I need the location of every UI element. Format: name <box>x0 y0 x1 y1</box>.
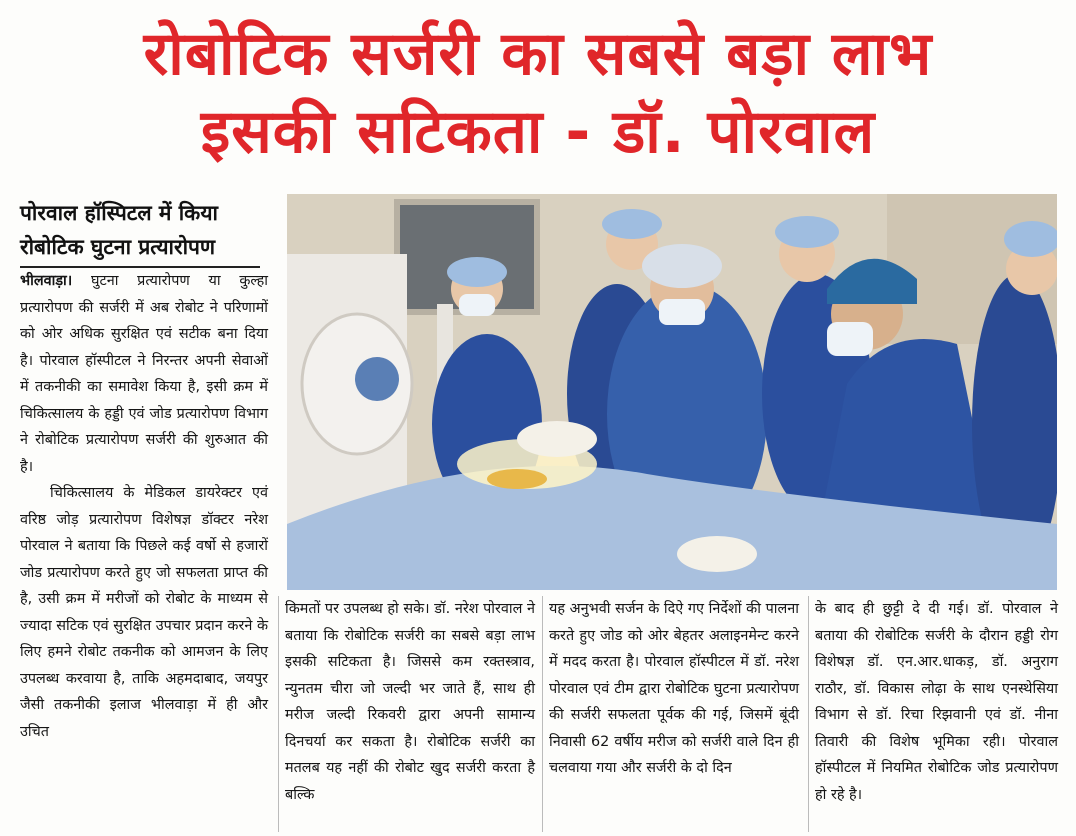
article-column-4 <box>815 596 1058 808</box>
surgery-photo <box>287 194 1057 590</box>
article-column-1 <box>20 268 268 745</box>
headline-line-2: इसकी सटिकता - डॉ. पोरवाल <box>200 97 876 167</box>
paragraph-4: यह अनुभवी सर्जन के दिऐ गए निर्देशों की पालना करते हुए जोड को ओर बेहतर अलाइनमेन्ट करने में मदद करता है। पोरवाल हॉस्पीटल में डॉ. नरेश पोरवाल एवं टीम द्वारा रोबोटिक घुटना प्रत्यारोपण की सर्जरी सफलता पूर्वक की गई, जिसमें बूंदी निवासी 62 वर्षीय मरीज को सर्जरी वाले दिन ही चलवाया गया और सर्जरी के दो दिन <box>549 601 799 776</box>
paragraph-5: के बाद ही छुट्टी दे दी गई। डॉ. पोरवाल ने बताया की रोबोटिक सर्जरी के दौरान हड्डी रोग विशेषज्ञ डॉ. एन.आर.धाकड़, डॉ. अनुराग राठौर, डॉ. विकास लोढ़ा के साथ एनस्थेसिया विभाग से डॉ. रिचा रिझवानी एवं डॉ. नीना तिवारी की विशेष भूमिका रही। पोरवाल हॉस्पीटल में नियमित रोबोटिक जोड प्रत्यारोपण हो रहे है। <box>815 601 1058 803</box>
column-divider <box>278 596 279 832</box>
subheadline-line-2: रोबोटिक घुटना प्रत्यारोपण <box>20 235 216 259</box>
paragraph-3: किमतों पर उपलब्ध हो सके। डॉ. नरेश पोरवाल ने बताया कि रोबोटिक सर्जरी का सबसे बड़ा लाभ इसकी सटिकता है। जिससे कम रक्तस्त्राव, न्युनतम चीरा जो जल्दी भर जाते हैं, साथ ही मरीज जल्दी रिकवरी द्वारा अपनी सामान्य दिनचर्या कर सकता है। रोबोटिक सर्जरी का मतलब यह नहीं की रोबोट खुद सर्जरी करता है बल्कि <box>285 601 535 803</box>
subheadline <box>20 196 270 268</box>
dateline: भीलवाड़ा। <box>20 273 73 289</box>
column-divider <box>542 596 543 832</box>
paragraph-2: चिकित्सालय के मेडिकल डायरेक्टर एवं वरिष्ठ जोड़ प्रत्यारोपण विशेषज्ञ डॉक्टर नरेश पोरवाल ने बताया कि पिछले कई वर्षो से हजारों जोड प्रत्यारोपण करते हुए जो सफलता प्राप्त की है, उसी क्रम में मरीजों को रोबोट के माध्यम से ज्यादा सटिक एवं सुरक्षित उपचार प्रदान करने के लिए हमने रोबोट तकनीक को आमजन के लिए उपलब्ध करवाया है, ताकि अहमदाबाद, जयपुर जैसी तकनीकी इलाज भीलवाड़ा में ही और उचित <box>20 485 268 740</box>
headline-line-1: रोबोटिक सर्जरी का सबसे बड़ा लाभ <box>143 19 933 89</box>
article-column-3 <box>549 596 799 782</box>
subheadline-line-1: पोरवाल हॉस्पिटल में किया <box>20 201 218 225</box>
article-column-2 <box>285 596 535 808</box>
paragraph-1: घुटना प्रत्यारोपण या कुल्हा प्रत्यारोपण की सर्जरी में अब रोबोट ने परिणामों को ओर अधिक सुरक्षित एवं सटीक बना दिया है। पोरवाल हॉस्पीटल ने निरन्तर अपनी सेवाओं में तकनीकी का समावेश किया है, इसी क्रम में चिकित्सालय के हड्डी एवं जोड प्रत्यारोपण विभाग ने रोबोटिक प्रत्यारोपण सर्जरी की शुरुआत की है। <box>20 273 268 475</box>
column-divider <box>808 596 809 832</box>
